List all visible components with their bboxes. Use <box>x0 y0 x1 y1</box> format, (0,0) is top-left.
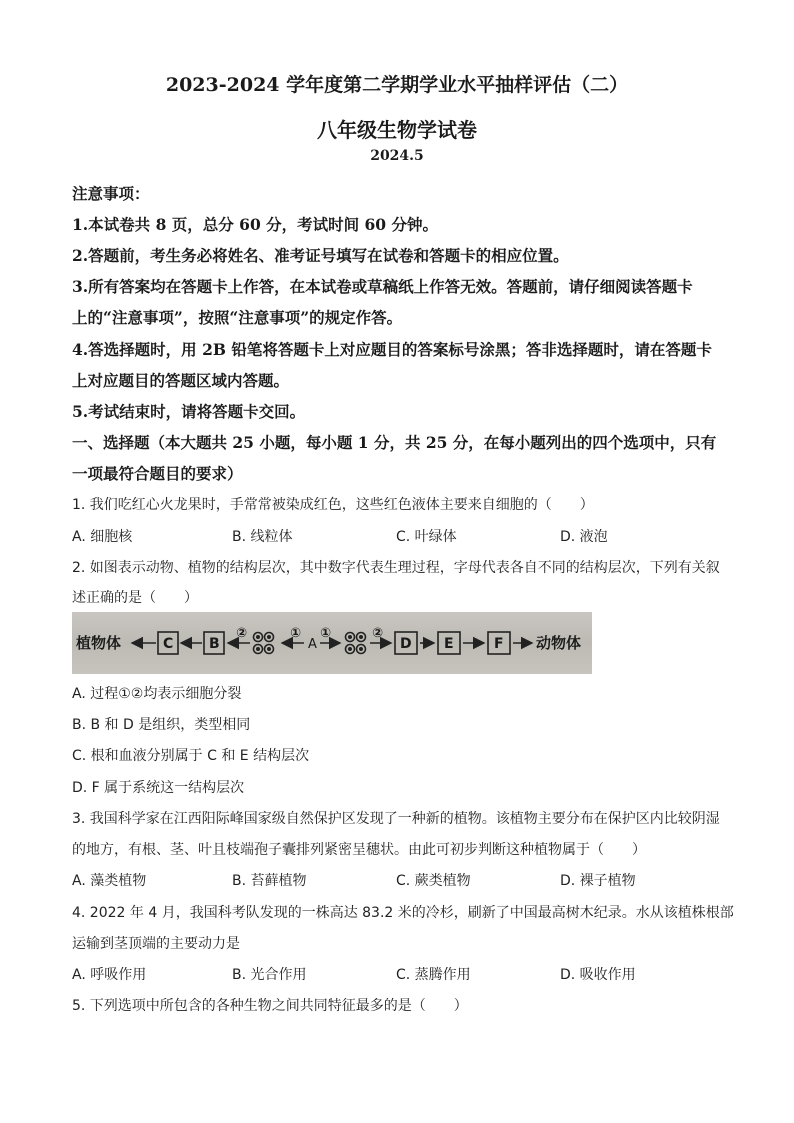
cell-cluster-icon <box>346 633 366 654</box>
q1-option-c: C. 叶绿体 <box>396 529 457 545</box>
q1-option-b: B. 线粒体 <box>232 529 293 545</box>
q3-option-a: A. 藻类植物 <box>72 873 147 889</box>
note-item: 2.答题前，考生务必将姓名、准考证号填写在试卷和答题卡的相应位置。 <box>72 246 569 265</box>
structure-level-diagram <box>72 612 592 674</box>
box-e-label: E <box>444 636 454 652</box>
exam-subtitle: 八年级生物学试卷 <box>317 118 477 142</box>
section-heading-cont: 一项最符合题目的要求） <box>72 464 243 483</box>
section-heading: 一、选择题（本大题共 25 小题，每小题 1 分，共 25 分，在每小题列出的四个选项中，只有 <box>72 433 717 452</box>
q4-option-d: D. 吸收作用 <box>560 967 636 983</box>
note-item: 上的“注意事项”，按照“注意事项”的规定作答。 <box>72 308 403 327</box>
note-item: 3.所有答案均在答题卡上作答，在本试卷或草稿纸上作答无效。答题前，请仔细阅读答题卡 <box>72 277 693 296</box>
note-item: 上对应题目的答题区域内答题。 <box>72 371 290 390</box>
step-2-label: ② <box>236 626 248 641</box>
q4-option-a: A. 呼吸作用 <box>72 967 147 983</box>
question-2-stem-cont: 述正确的是（ ） <box>72 590 198 606</box>
q4-option-c: C. 蒸腾作用 <box>396 967 471 983</box>
cell-cluster-icon <box>254 633 274 654</box>
question-3-stem-cont: 的地方，有根、茎、叶且枝端孢子囊排列紧密呈穗状。由此可初步判断这种植物属于（ ） <box>72 842 646 858</box>
box-c-label: C <box>163 636 174 652</box>
notes-heading: 注意事项： <box>72 184 150 203</box>
note-item: 5.考试结束时，请将答题卡交回。 <box>72 402 306 421</box>
q3-option-d: D. 裸子植物 <box>560 873 636 889</box>
q2-option-b: B. B 和 D 是组织，类型相同 <box>72 717 251 733</box>
box-d-label: D <box>400 636 412 652</box>
box-f-label: F <box>494 636 504 652</box>
q2-option-a: A. 过程①②均表示细胞分裂 <box>72 686 242 702</box>
q3-option-c: C. 蕨类植物 <box>396 873 471 889</box>
note-item: 1.本试卷共 8 页，总分 60 分，考试时间 60 分钟。 <box>72 215 438 234</box>
question-5-stem: 5. 下列选项中所包含的各种生物之间共同特征最多的是（ ） <box>72 998 468 1014</box>
plant-body-label: 植物体 <box>76 634 122 652</box>
q4-option-b: B. 光合作用 <box>232 967 307 983</box>
exam-title: 2023-2024 学年度第二学期学业水平抽样评估（二） <box>165 74 629 96</box>
q2-option-d: D. F 属于系统这一结构层次 <box>72 780 245 796</box>
exam-date: 2024.5 <box>370 148 424 164</box>
question-4-stem-cont: 运输到茎顶端的主要动力是 <box>72 936 240 952</box>
q2-option-c: C. 根和血液分别属于 C 和 E 结构层次 <box>72 748 310 764</box>
question-3-stem: 3. 我国科学家在江西阳际峰国家级自然保护区发现了一种新的植物。该植物主要分布在保护区内比较阴湿 <box>72 811 720 827</box>
box-b-label: B <box>209 636 220 652</box>
step-2-label: ② <box>372 626 384 641</box>
note-item: 4.答选择题时，用 2B 铅笔将答题卡上对应题目的答案标号涂黑；答非选择题时，请在答题卡 <box>72 340 712 359</box>
cell-a-label: A <box>308 637 317 652</box>
q1-option-d: D. 液泡 <box>560 529 608 545</box>
question-1-stem: 1. 我们吃红心火龙果时，手常常被染成红色，这些红色液体主要来自细胞的（ ） <box>72 497 594 513</box>
q3-option-b: B. 苔藓植物 <box>232 873 307 889</box>
question-2-stem: 2. 如图表示动物、植物的结构层次，其中数字代表生理过程，字母代表各自不同的结构层次，下列有关叙 <box>72 560 720 576</box>
step-1-label: ① <box>290 626 302 641</box>
question-4-stem: 4. 2022 年 4 月，我国科考队发现的一株高达 83.2 米的冷杉，刷新了中国最高树木纪录。水从该植株根部 <box>72 905 734 921</box>
step-1-label: ① <box>320 626 332 641</box>
q1-option-a: A. 细胞核 <box>72 529 133 545</box>
animal-body-label: 动物体 <box>536 634 582 652</box>
